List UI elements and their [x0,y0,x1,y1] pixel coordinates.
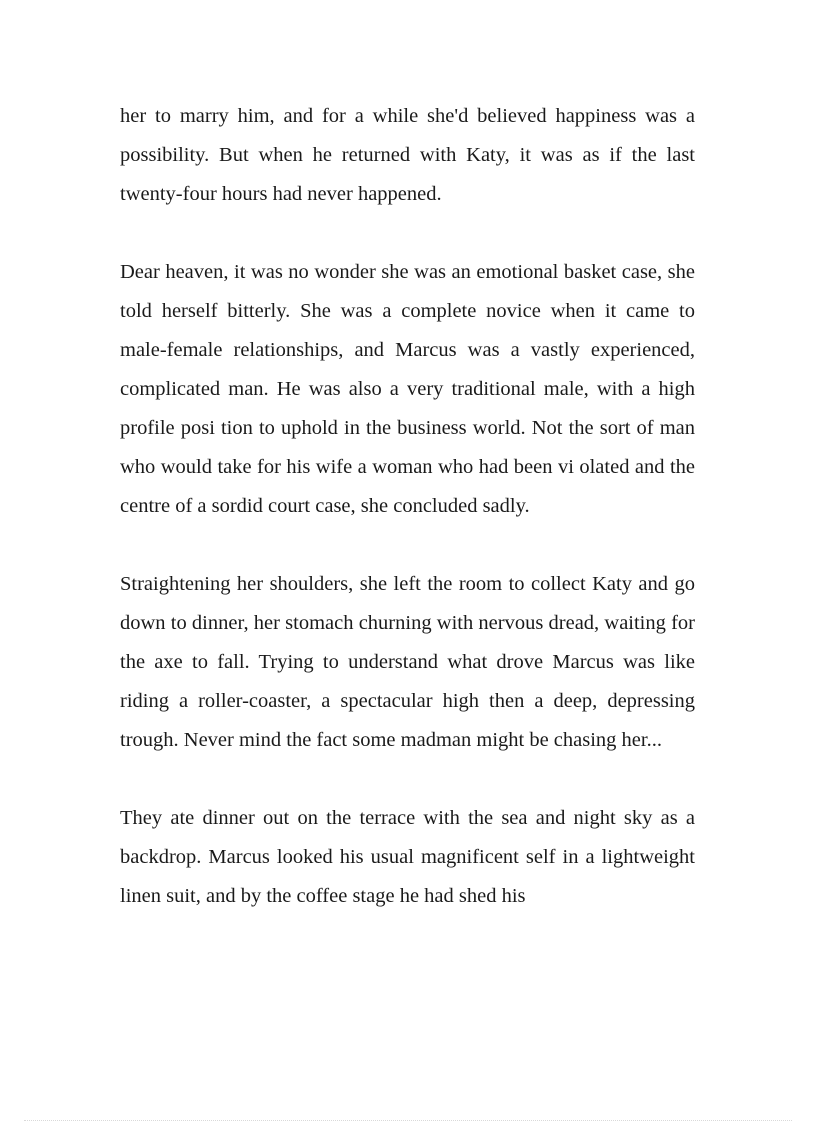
paragraph-4: They ate dinner out on the terrace with the sea and night sky as a backdrop. Marcus looked his usual magnificent self in a lightweight linen suit, and by the coffee stage he had shed his [120,807,695,907]
page-bottom-divider [24,1120,792,1121]
body-text [120,97,695,955]
paragraph-2: Dear heaven, it was no wonder she was an emotional basket case, she told herself bitterly. She was a complete novice when it came to male-female relationships, and Marcus was a vastly experienced, complicated man. He was also a very traditional male, with a high profile posi tion to uphold in the business world. Not the sort of man who would take for his wife a woman who had been vi olated and the centre of a sordid court case, she concluded sadly. [120,261,695,517]
paragraph-3: Straightening her shoulders, she left the room to collect Katy and go down to dinner, her stomach churning with nervous dread, waiting for the axe to fall. Trying to understand what drove Marcus was like riding a roller-coaster, a spectacular high then a deep, depressing trough. Never mind the fact some madman might be chasing her... [120,573,695,751]
paragraph-1: her to marry him, and for a while she'd believed happiness was a possibility. But when he returned with Katy, it was as if the last twenty-four hours had never happened. [120,105,695,205]
